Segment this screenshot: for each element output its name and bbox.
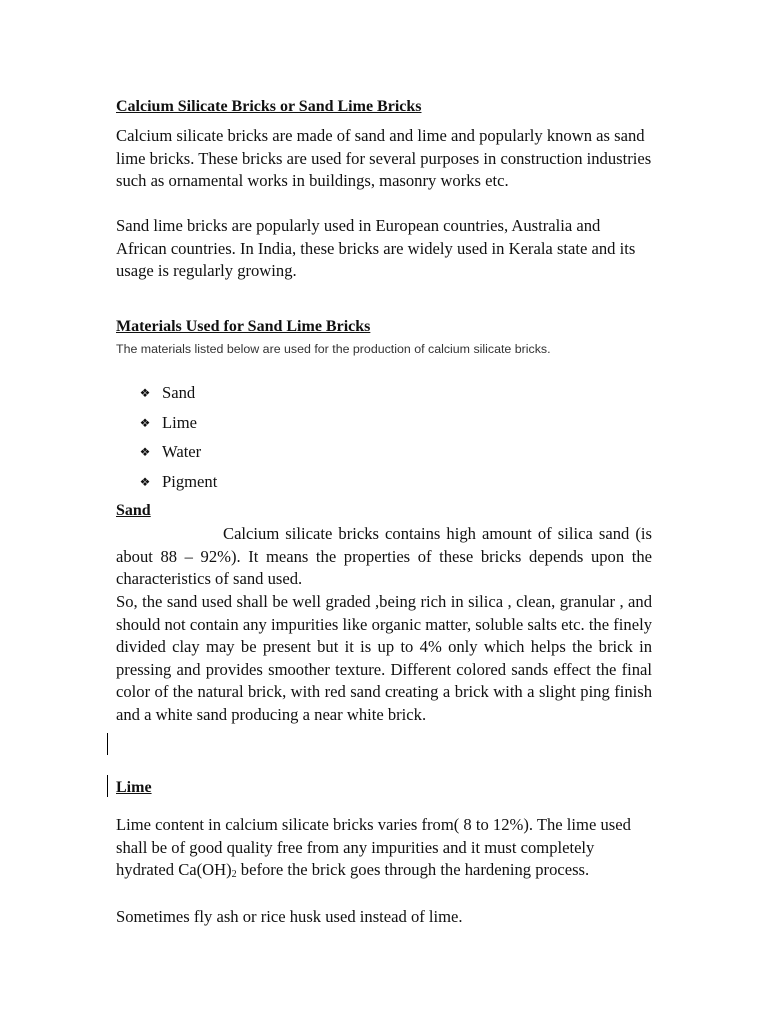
intro-paragraph-2: Sand lime bricks are popularly used in European countries, Australia and African countries. In India, these bricks are widely used in Kerala state and its usage is regularly growing. (116, 216, 636, 281)
materials-note: The materials listed below are used for the production of calcium silicate bricks. (116, 342, 551, 356)
list-item (138, 378, 217, 408)
text-cursor-mark (107, 775, 108, 797)
four-petal-diamond-icon: ❖ (139, 445, 151, 460)
subscript-2: 2 (231, 869, 237, 881)
lime-paragraph-1-tail: before the brick goes through the hardening process. (236, 860, 590, 880)
lime-paragraph-1 (116, 814, 652, 887)
lime-heading: Lime (116, 779, 152, 796)
lime-paragraph-2: Sometimes fly ash or rice husk used instead of lime. (116, 907, 463, 926)
list-item (138, 438, 217, 468)
list-item (138, 467, 217, 497)
sand-heading: Sand (116, 502, 151, 519)
sand-paragraph-1-text: Calcium silicate bricks contains high amount of silica sand (is about 88 – 92%). It means the properties of these bricks depends upon the characteristics of sand used. (116, 524, 652, 589)
sand-paragraph-1 (116, 523, 652, 591)
four-petal-diamond-icon: ❖ (139, 415, 151, 430)
list-item-label: Lime (162, 412, 198, 432)
list-item (138, 408, 217, 438)
document-title: Calcium Silicate Bricks or Sand Lime Bricks (116, 98, 422, 115)
sand-paragraph-2: So, the sand used shall be well graded ,being rich in silica , clean, granular , and should not contain any impurities like organic matter, soluble salts etc. the finely divided clay may be present but it is up to 4% only which helps the brick in pressing and provides smoother texture. Different colored sands effect the final color of the natural brick, with red sand creating a brick with a slight ping finish and a white sand producing a near white brick. (116, 592, 652, 724)
intro-paragraph-1: Calcium silicate bricks are made of sand and lime and popularly known as sand lime bricks. These bricks are used for several purposes in construction industries such as ornamental works in buildings, masonry works etc. (116, 126, 652, 191)
list-item-label: Sand (162, 382, 196, 402)
four-petal-diamond-icon: ❖ (139, 385, 151, 400)
four-petal-diamond-icon: ❖ (139, 475, 151, 490)
list-item-label: Water (162, 442, 202, 462)
lime-paragraph-1-text: Lime content in calcium silicate bricks varies from( 8 to 12%). The lime used shall be of good quality free from any impurities and it must completely hydrated Ca(OH) (116, 815, 631, 880)
list-item-label: Pigment (162, 472, 218, 492)
text-cursor-mark (107, 733, 108, 755)
materials-heading: Materials Used for Sand Lime Bricks (116, 318, 371, 335)
materials-list (138, 378, 217, 497)
